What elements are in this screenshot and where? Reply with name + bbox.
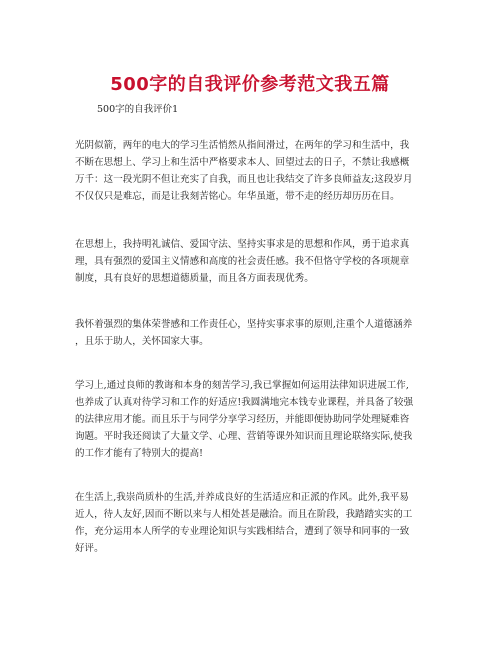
paragraph-line: 学习上,通过良师的教诲和本身的刻苦学习,我已掌握如何运用法律知识进展工作, xyxy=(75,380,409,391)
paragraph-line: 不仅仅只是难忘，而是让我刻苦铭心。年华虽逝，带不走的经历却历历在目。 xyxy=(75,191,400,202)
paragraph-line: 也养成了认真对待学习和工作的好适应!我圆满地完本钱专业课程，并具备了较强 xyxy=(75,397,414,408)
paragraph xyxy=(75,489,430,557)
paragraph-line: 好评。 xyxy=(75,543,104,554)
paragraph-line: 的法律应用才能。而且乐于与同学分享学习经历，并能即便协助同学处理疑难咨 xyxy=(75,414,410,425)
paragraph xyxy=(75,377,430,462)
paragraph-line: 不断在思想上、学习上和生活中严格要求本人、回望过去的日子，不禁让我感概 xyxy=(75,157,410,168)
paragraph-line: 作，充分运用本人所学的专业理论知识与实践相结合，遭到了领导和同事的一致 xyxy=(75,526,410,537)
paragraph-line: 近人，待人友好,因而不断以来与人相处甚是融洽。而且在阶段，我踏踏实实的工 xyxy=(75,509,413,520)
paragraph-line: 理，具有强烈的爱国主义情感和高度的社会责任感。我不但恪守学校的各项规章 xyxy=(75,256,410,267)
paragraph-line: 的工作才能有了特别大的提高! xyxy=(75,448,204,459)
paragraph-line: 询题。平时我还阅读了大量文学、心理、营销等课外知识而且理论联络实际,使我 xyxy=(75,431,413,442)
paragraph-line: 制度，具有良好的思想道德质量，而且各方面表现优秀。 xyxy=(75,273,314,284)
paragraph xyxy=(75,316,430,350)
paragraph-line: ，且乐于助人，关怀国家大事。 xyxy=(75,336,209,347)
section-subtitle: 500字的自我评价1 xyxy=(97,104,179,115)
paragraph xyxy=(75,137,430,205)
paragraph-line: 在思想上，我持明礼诚信、爱国守法、坚持实事求是的思想和作风，勇于追求真 xyxy=(75,239,410,250)
paragraph-line: 光阴似箭，两年的电大的学习生活悄然从指间滑过，在两年的学习和生活中，我 xyxy=(75,140,410,151)
paragraph-line: 我怀着强烈的集体荣誉感和工作责任心，坚持实事求事的原则,注重个人道德涵养 xyxy=(75,319,413,330)
paragraph-line: 在生活上,我崇尚质朴的生活,并养成良好的生活适应和正派的作风。此外,我平易 xyxy=(75,492,409,503)
document-title: 500字的自我评价参考范文我五篇 xyxy=(110,74,390,95)
paragraph-line: 万千：这一段光阴不但让充实了自我，而且也让我结交了许多良师益友;这段岁月 xyxy=(75,174,413,185)
paragraph xyxy=(75,236,430,287)
